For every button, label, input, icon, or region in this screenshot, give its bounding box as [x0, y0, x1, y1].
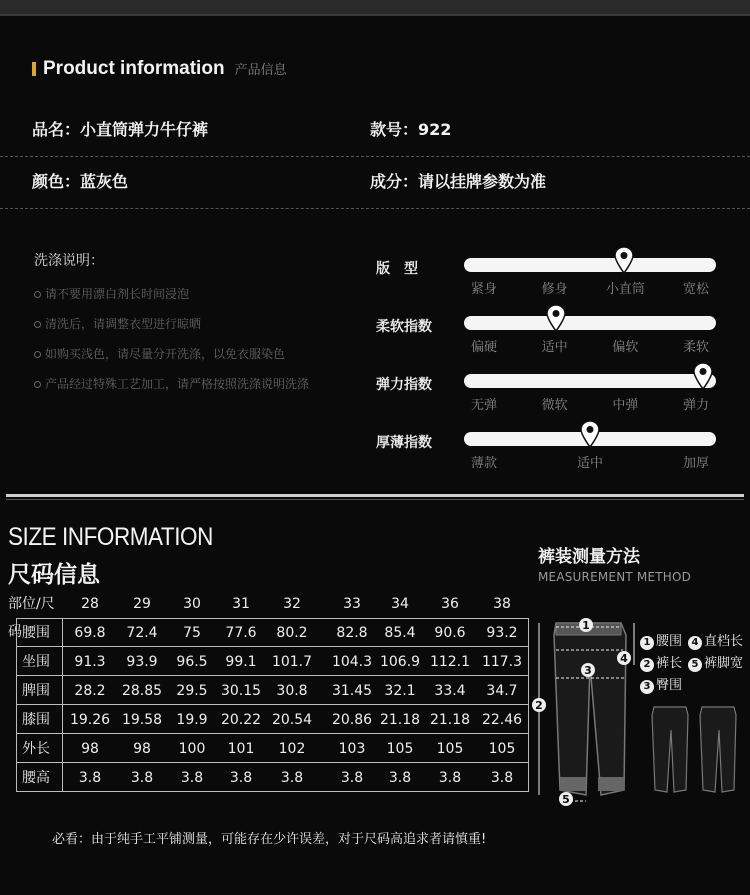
product-info-subtitle: 产品信息 [234, 63, 287, 78]
cuff-icon [560, 777, 586, 791]
top-divider [0, 14, 750, 16]
size-cell: 98 [81, 741, 99, 757]
size-cell: 32.1 [384, 683, 416, 699]
slider-tick-label: 无弹 [470, 398, 497, 413]
size-table-row [16, 706, 528, 734]
size-cell: 77.6 [225, 625, 257, 641]
wash-item: 如购买浅色，请尽量分开洗涤，以免衣服染色 [34, 345, 285, 362]
table-rule [16, 618, 528, 619]
size-table-row [16, 735, 528, 763]
size-cell: 19.26 [69, 712, 111, 728]
size-cell: 98 [133, 741, 151, 757]
bullet-icon [34, 291, 41, 298]
size-cell: 28.85 [121, 683, 163, 699]
table-rule [62, 618, 63, 792]
product-name: 品名：小直筒弹力牛仔裤 [32, 120, 209, 139]
size-cell: 20.22 [220, 712, 262, 728]
size-cell: 112.1 [429, 654, 471, 670]
size-cell: 105 [488, 741, 516, 757]
info-row-2 [0, 156, 750, 208]
size-cell: 3.8 [180, 770, 204, 786]
size-cell: 22.46 [481, 712, 523, 728]
size-cell: 3.8 [280, 770, 304, 786]
slider-tick-label: 宽松 [682, 282, 709, 297]
legend-item: 4 直档长 [688, 630, 743, 650]
bullet-icon [34, 351, 41, 358]
style-number: 款号：922 [370, 120, 452, 139]
size-cell: 3.8 [78, 770, 102, 786]
size-cell: 102 [278, 741, 306, 757]
size-row-label: 脾围 [22, 683, 50, 699]
size-cell: 90.6 [434, 625, 466, 641]
size-cell: 36 [441, 596, 459, 612]
slider-label: 弹力指数 [376, 377, 432, 393]
slider-tick-label: 偏软 [612, 340, 639, 355]
legend-item: 1 腰围 [640, 630, 682, 650]
size-cell: 38 [493, 596, 511, 612]
slider-tick-label: 偏硬 [470, 340, 497, 355]
size-cell: 82.8 [336, 625, 368, 641]
size-row-label: 腰高 [22, 770, 50, 786]
bullet-icon [34, 381, 41, 388]
slider-track [464, 258, 716, 272]
size-cell: 117.3 [481, 654, 523, 670]
slider-tick-label: 加厚 [682, 456, 709, 471]
legend-item: 3 臀围 [640, 674, 682, 694]
svg-text:5: 5 [562, 793, 570, 806]
size-table-row [16, 648, 528, 676]
product-info-title: Product information [43, 58, 225, 79]
slider-track [464, 374, 716, 388]
accent-bar [32, 62, 36, 76]
size-row-label: 膝围 [22, 712, 50, 728]
product-material: 成分：请以挂牌参数为准 [370, 172, 547, 191]
size-cell: 93.2 [486, 625, 518, 641]
info-row-1 [0, 104, 750, 156]
section-divider-thin [6, 499, 744, 500]
slider-tick-label: 修身 [541, 282, 568, 297]
size-row-label: 部位/尺码 [8, 596, 55, 640]
size-cell: 28.2 [74, 683, 106, 699]
size-cell: 33 [343, 596, 361, 612]
footnote: 必看：由于纯手工平铺测量，可能存在少许误差，对于尺码高追求者请慎重! [52, 832, 487, 847]
size-cell: 103 [338, 741, 366, 757]
dashed-divider [0, 208, 750, 209]
size-cell: 3.8 [490, 770, 514, 786]
top-band [0, 0, 750, 14]
slider-label: 厚薄指数 [376, 435, 432, 451]
size-cell: 3.8 [229, 770, 253, 786]
section-divider [6, 494, 744, 497]
slider-tick-label: 微软 [541, 398, 568, 413]
size-cell: 93.9 [126, 654, 158, 670]
slider-label: 柔软指数 [376, 319, 432, 335]
slider-tick-label: 小直筒 [605, 282, 645, 297]
size-cell: 20.54 [271, 712, 313, 728]
wash-item: 清洗后，请调整衣型进行晾晒 [34, 315, 201, 332]
size-cell: 104.3 [331, 654, 373, 670]
slider-tick-label: 紧身 [470, 282, 497, 297]
size-cell: 3.8 [438, 770, 462, 786]
size-cell: 29 [133, 596, 151, 612]
slider-pin-icon [693, 362, 713, 390]
svg-text:4: 4 [620, 652, 628, 665]
size-cell: 31 [232, 596, 250, 612]
size-cell: 80.2 [276, 625, 308, 641]
measure-title-en: MEASUREMENT METHOD [538, 570, 692, 584]
table-rule [16, 618, 17, 792]
size-cell: 96.5 [176, 654, 208, 670]
size-cell: 101 [227, 741, 255, 757]
size-cell: 105 [386, 741, 414, 757]
size-cell: 20.86 [331, 712, 373, 728]
size-table-row [16, 764, 528, 792]
wash-item: 产品经过特殊工艺加工，请严格按照洗涤说明洗涤 [34, 375, 309, 392]
size-cell: 106.9 [379, 654, 421, 670]
size-cell: 30 [183, 596, 201, 612]
wash-title: 洗涤说明： [34, 253, 104, 269]
slider-track [464, 316, 716, 330]
size-title-cn: 尺码信息 [8, 562, 100, 588]
size-cell: 75 [183, 625, 201, 641]
size-cell: 28 [81, 596, 99, 612]
slider-tick-label: 适中 [576, 456, 603, 471]
slider-tick-label: 薄款 [470, 456, 497, 471]
size-cell: 33.4 [434, 683, 466, 699]
svg-text:1: 1 [582, 619, 590, 632]
size-cell: 21.18 [429, 712, 471, 728]
size-table-row [16, 677, 528, 705]
size-table-row [16, 619, 528, 647]
size-cell: 30.8 [276, 683, 308, 699]
svg-text:2: 2 [535, 699, 543, 712]
pants-front-icon [652, 707, 688, 792]
legend-item: 5 裤脚宽 [688, 652, 743, 672]
size-cell: 19.9 [176, 712, 208, 728]
size-cell: 85.4 [384, 625, 416, 641]
size-row-label: 腰围 [22, 625, 50, 641]
legend-item: 2 裤长 [640, 652, 682, 672]
size-cell: 31.45 [331, 683, 373, 699]
size-title-en: SIZE INFORMATION [8, 523, 213, 551]
pants-back-icon [700, 707, 736, 792]
size-cell: 19.58 [121, 712, 163, 728]
pants-main-icon [554, 623, 626, 795]
svg-text:3: 3 [584, 664, 592, 677]
size-cell: 3.8 [388, 770, 412, 786]
wash-item: 请不要用漂白剂长时间浸泡 [34, 285, 189, 302]
slider-label: 版 型 [376, 261, 418, 277]
size-cell: 29.5 [176, 683, 208, 699]
slider-pin-icon [546, 304, 566, 332]
size-row-label: 外长 [22, 741, 50, 757]
size-cell: 21.18 [379, 712, 421, 728]
size-cell: 34 [391, 596, 409, 612]
size-row-label: 坐围 [22, 654, 50, 670]
size-cell: 100 [178, 741, 206, 757]
slider-pin-icon [614, 246, 634, 274]
size-cell: 34.7 [486, 683, 518, 699]
size-cell: 69.8 [74, 625, 106, 641]
cuff-icon [598, 777, 624, 791]
slider-tick-label: 柔软 [682, 340, 709, 355]
size-cell: 105 [436, 741, 464, 757]
size-cell: 3.8 [130, 770, 154, 786]
product-info-header [32, 58, 287, 80]
slider-tick-label: 弹力 [682, 398, 709, 413]
size-cell: 101.7 [271, 654, 313, 670]
size-cell: 30.15 [220, 683, 262, 699]
size-cell: 3.8 [340, 770, 364, 786]
slider-pin-icon [580, 420, 600, 448]
size-cell: 32 [283, 596, 301, 612]
product-color: 颜色：蓝灰色 [32, 172, 129, 191]
bullet-icon [34, 321, 41, 328]
measure-title-cn: 裤装测量方法 [538, 547, 640, 567]
slider-tick-label: 适中 [541, 340, 568, 355]
size-cell: 99.1 [225, 654, 257, 670]
slider-tick-label: 中弹 [612, 398, 639, 413]
size-cell: 72.4 [126, 625, 158, 641]
size-cell: 91.3 [74, 654, 106, 670]
